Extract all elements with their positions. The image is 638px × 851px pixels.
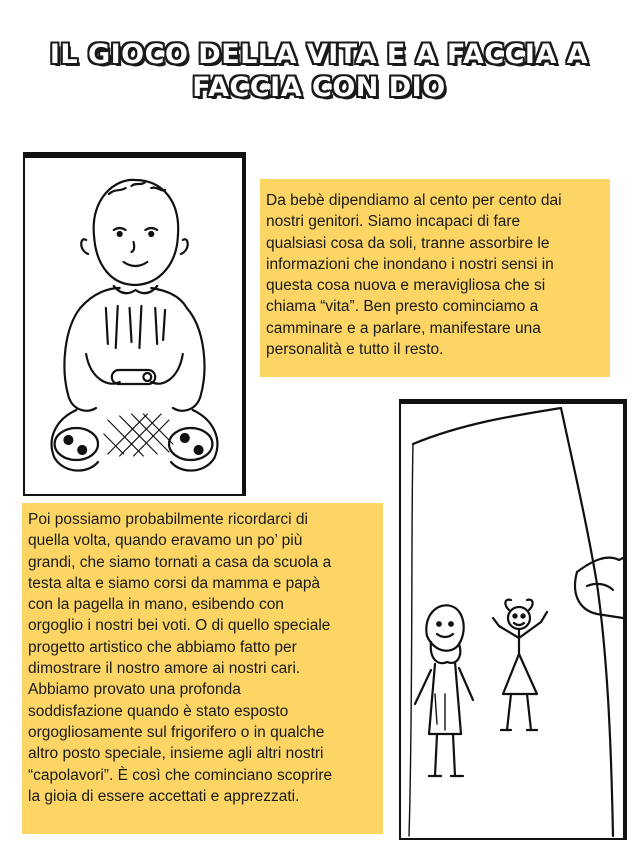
page-title <box>40 38 598 104</box>
child-drawing-panel <box>399 399 627 840</box>
title-line-1: IL GIOCO DELLA VITA E A FACCIA A <box>49 39 589 70</box>
baby-sitting-icon <box>25 158 242 494</box>
child-drawing-icon <box>401 404 623 838</box>
text-box-school: Poi possiamo probabilmente ricordarci di quella volta, quando eravamo un po’ più grandi, che siamo tornati a casa da scuola a testa alta e siamo corsi da mamma e papà con la pagella in mano, esibendo con orgoglio i nostri bei voti. O di quello speciale progetto artistico che abbiamo fatto per dimostrare il nostro amore ai nostri cari. Abbiamo provato una profonda soddisfazione quando è stato esposto orgogliosamente sul frigorifero o in qualche altro posto speciale, insieme agli altri nostri “capolavori”. È così che cominciano scoprire la gioia di essere accettati e apprezzati. <box>22 503 383 834</box>
text-box-baby: Da bebè dipendiamo al cento per cento dai nostri genitori. Siamo incapaci di fare qualsiasi cosa da soli, tranne assorbire le informazioni che inondano i nostri sensi in questa cosa nuova e meravigliosa che si chiama “vita”. Ben presto cominciamo a camminare e a parlare, manifestare una personalità e tutto il resto. <box>260 179 610 377</box>
baby-illustration-panel <box>23 152 246 496</box>
title-line-2: FACCIA CON DIO <box>192 72 446 103</box>
